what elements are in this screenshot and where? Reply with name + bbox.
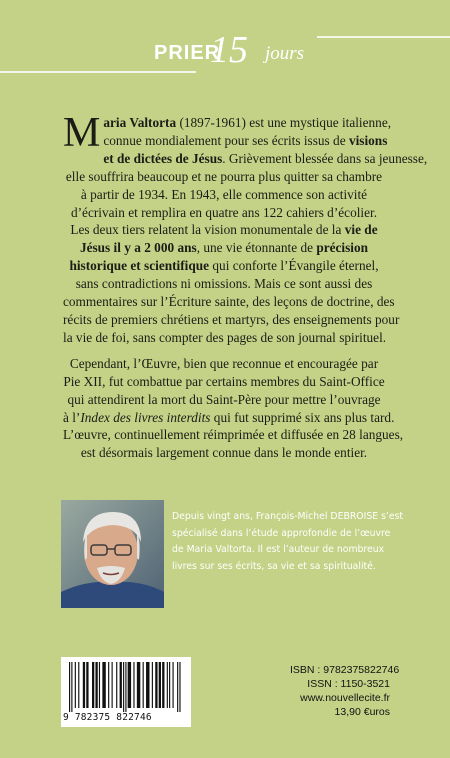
barcode-bar [137,662,140,708]
text-run: la vie de foi, sans compter des pages de son journal spirituel. [63,329,387,345]
publishing-info [290,663,400,719]
paragraph-intro [63,110,428,347]
barcode-bar [86,662,88,708]
text-line [63,114,392,132]
text-run: . Grièvement blessée dans sa jeunesse, [222,150,428,166]
bold-text: et de dictées de Jésus [103,150,223,166]
barcode-bar [173,662,174,708]
text-run: récits de premiers chrétiens et martyrs, des enseignements pour [63,311,400,327]
barcode-bar [71,662,72,712]
drop-cap: M [63,110,101,156]
author-biography [172,509,404,575]
bold-text: Jésus il y a 2 000 ans [79,240,197,256]
price-text: 13,90 €uros [334,706,390,718]
series-suffix: jours [265,43,305,64]
issn-text: ISSN : 1150-3521 [307,678,390,690]
text-run: d’écrivain et remplira en quatre ans 122 cahiers d’écolier. [70,204,378,220]
text-run: Les deux tiers relatent la vision monumentale de la [70,222,345,238]
text-line [63,293,395,311]
barcode-bar [120,662,122,708]
text-run: , une vie étonnante de [196,240,317,256]
text-line [63,444,385,462]
text-line [63,132,388,150]
text-run: qui attendirent la mort du Saint-Père pour mettre l’ouvrage [67,391,381,407]
barcode-bar [133,662,134,708]
barcode-digits: 9 782375 822746 [63,712,152,723]
barcode-bar [95,662,97,708]
barcode-bar [177,662,178,712]
text-line [63,204,385,222]
bold-text: visions [348,132,388,148]
text-run: Cependant, l’Œuvre, bien que reconnue et encouragée par [69,355,379,371]
barcode-bar [152,662,153,708]
header-rule-left [0,71,196,73]
barcode-bar [112,662,113,708]
barcode-bar [143,662,144,708]
bold-text: historique et scientifique [69,258,210,274]
barcode-bar [167,662,168,708]
text-run: à partir de 1934. En 1943, elle commence son activité [80,186,368,202]
barcode-bar [69,662,70,712]
text-run: L’œuvre, continuellement réimprimée et diffusée en 28 langues, [63,427,404,443]
text-line [63,186,385,204]
author-portrait-icon [61,500,164,608]
barcode-bars [69,662,183,712]
barcode-bar [155,662,157,708]
series-prefix: PRIER [154,42,221,64]
bio-line: de Maria Valtorta. Il est l’auteur de nombreux [172,544,385,555]
text-line [63,329,385,347]
paragraph-history [63,355,404,462]
text-line [63,355,385,373]
text-run: est désormais largement connue dans le monde entier. [80,445,368,461]
text-run: connue mondialement pour ses écrits issus de [103,132,349,148]
text-line [63,275,385,293]
text-line [63,391,385,409]
text-line [63,311,400,329]
text-line [63,426,404,444]
barcode-bar [123,662,124,712]
text-line [63,221,385,239]
header-rule-right [317,36,450,38]
text-line [63,239,385,257]
publisher-website: www.nouvellecite.fr [300,692,390,704]
text-run: qui fut supprimé six ans plus tard. [210,409,395,425]
text-run: (1897-1961) est une mystique italienne, [176,115,392,130]
barcode-bar [179,662,180,712]
barcode-bar [159,662,161,708]
barcode-bar [125,662,126,712]
barcode-bar [162,662,164,708]
isbn-text: ISBN : 9782375822746 [290,664,400,676]
barcode-bar [75,662,76,708]
barcode-bar [83,662,85,708]
text-run: sans contradictions ni omissions. Mais ce sont aussi des [75,276,373,292]
back-cover-description [63,110,428,462]
text-line [63,168,385,186]
text-line [63,257,385,275]
barcode-bar [116,662,117,708]
barcode-bar [99,662,100,708]
bio-line: spécialisé dans l’étude approfondie de l’œuvre [172,527,391,539]
text-line [63,409,395,427]
text-line [63,150,428,168]
text-run: qui conforte l’Évangile éternel, [209,258,379,274]
series-number: 15 [210,29,248,71]
barcode-bar [169,662,170,708]
author-photo [61,500,164,608]
text-run: elle souffrira beaucoup et ne pourra plus quitter sa chambre [65,168,383,184]
bio-line: livres sur ses écrits, sa vie et sa spiritualité. [172,560,376,572]
text-run: commentaires sur l’Écriture sainte, des leçons de doctrine, des [63,294,395,310]
bold-text: aria Valtorta [103,115,177,130]
isbn-barcode [61,657,191,727]
barcode-bar [92,662,94,708]
barcode-bar [146,662,149,708]
barcode-bar [128,662,131,708]
text-run: Pie XII, fut combattue par certains membres du Saint-Office [63,373,385,389]
barcode-bar [102,662,105,708]
text-run: à l’ [63,409,81,425]
barcode-bar [78,662,79,708]
bold-text: précision [316,240,369,256]
italic-text: Index des livres interdits [80,409,211,425]
barcode-bar [108,662,109,708]
text-line [63,373,385,391]
bold-text: vie de [344,222,378,238]
bio-line: Depuis vingt ans, François-Michel DEBROISE s’est [172,511,404,522]
